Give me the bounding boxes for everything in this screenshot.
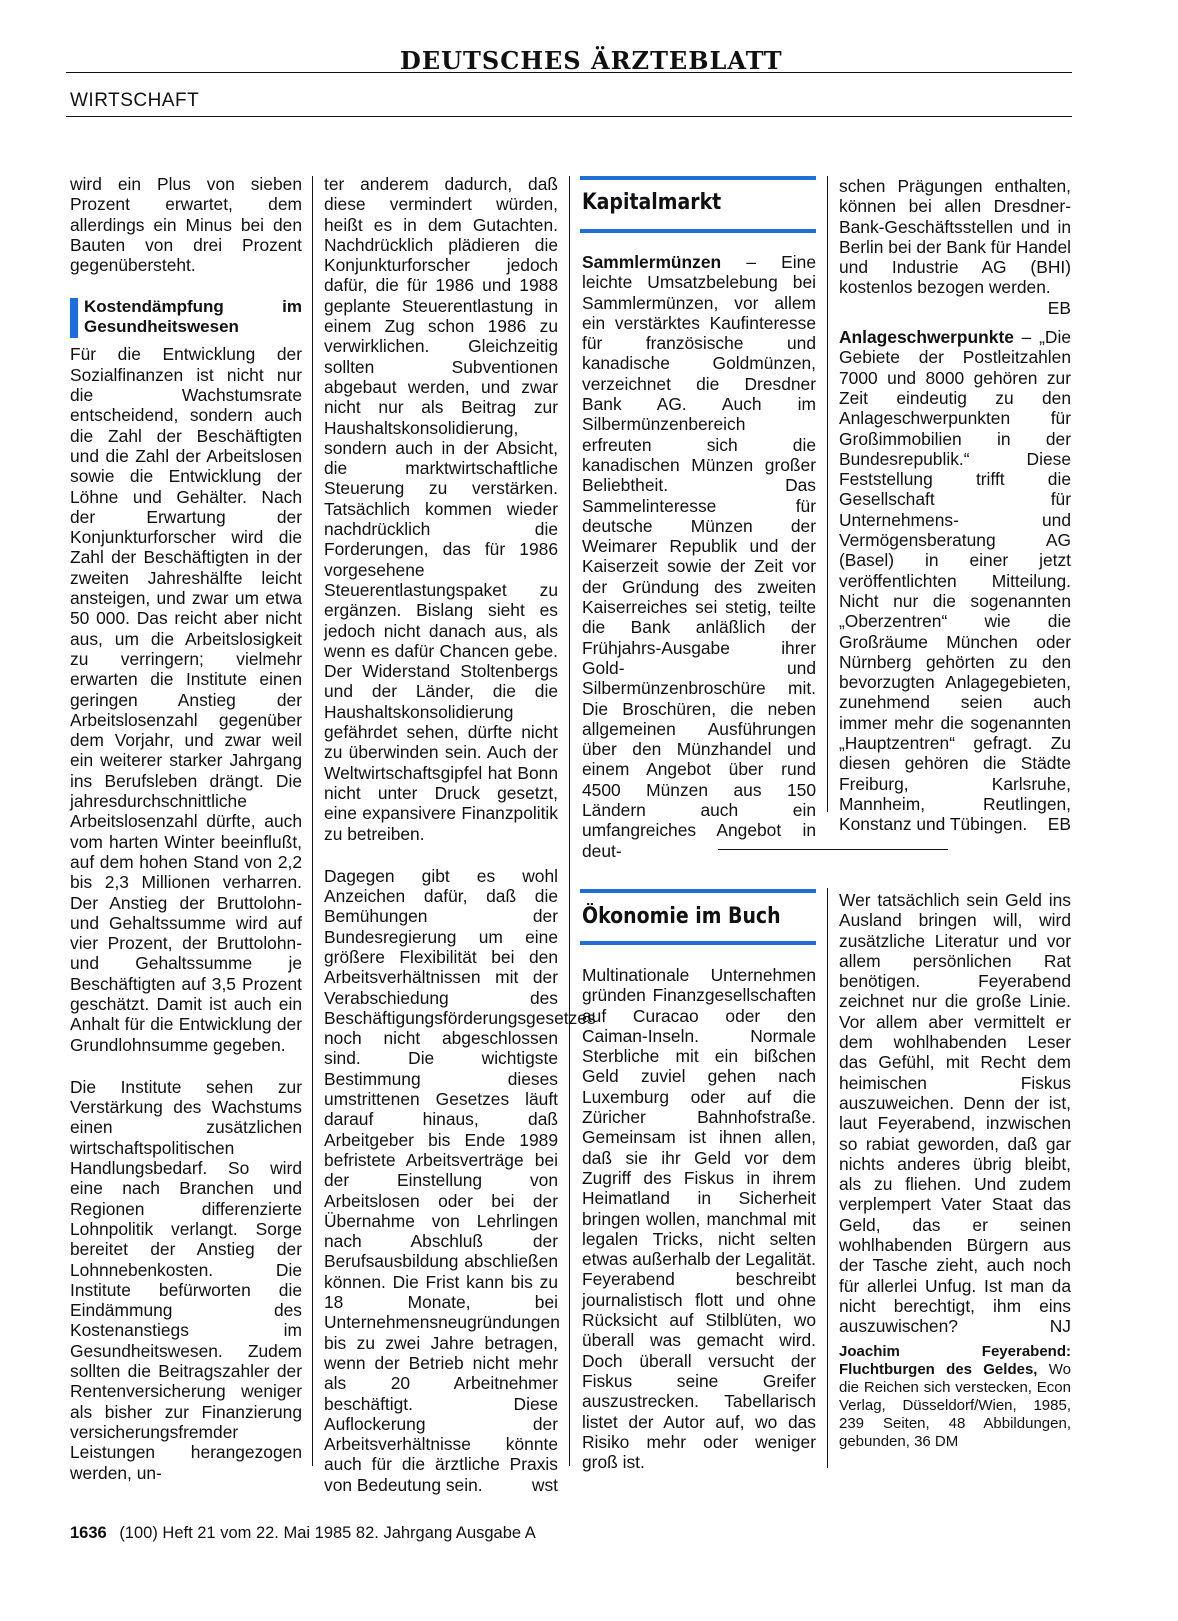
masthead-rule bbox=[66, 72, 1072, 73]
book-details: Wo die Reichen sich verstecken, Econ Verlag, Düsseldorf/Wien, 1985, 239 Seiten, 48 Abbildungen, gebunden, 36 DM bbox=[839, 1360, 1071, 1450]
book-title: Joachim Feyerabend: Fluchtburgen des Geldes, bbox=[839, 1342, 1071, 1378]
oekonomie-paragraph-1: Multinationale Unternehmen gründen Finanzgesellschaften auf Curacao oder den Caiman-Inseln. Normale Sterbliche mit ein bißchen Geld zuviel gehen nach Luxemburg oder auf die Züricher Bahnhofstraße. Gemeinsam ist ihnen allen, daß sie ihr Geld vor dem Zugriff des Fiskus in ihrem Heimatland in Sicherheit bringen wollen, manchmal mit legalen Tricks, nicht selten etwas außerhalb der Legalität. Feyerabend beschreibt journalistisch flott und ohne Rücksicht auf Stilblüten, wo überall was gemacht wird. Doch überall versucht der Fiskus seine Greifer auszustrecken. Tabellarisch listet der Autor auf, wo das Risiko mehr oder weniger groß ist. bbox=[582, 965, 816, 1473]
issue-info: (100) Heft 21 vom 22. Mai 1985 82. Jahrgang Ausgabe A bbox=[119, 1524, 536, 1542]
column-divider-2 bbox=[569, 176, 570, 1466]
section-rule bbox=[66, 116, 1072, 117]
kapitalmarkt-title: Kapitalmarkt bbox=[582, 190, 722, 215]
oekonomie-paragraph-2-text: Wer tatsächlich sein Geld ins Ausland bringen will, wird zusätzliche Literatur und vor allem persönlichen Rat benötigen. Feyerabend zeichnet nur die große Linie. Vor allem aber vermittelt er dem wohlhabenden Leser das Gefühl, mit Recht dem heimischen Fiskus auszuweichen. Denn der ist, laut Feyerabend, inzwischen so rabiat geworden, daß gar nichts anderes übrig bleibt, als zu fliehen. Und zudem verplempert Vater Staat das Geld, das er seinen wohlhabenden Bürgern aus der Tasche zieht, auch noch für allerlei Unfug. Ist man da nicht berechtigt, ihm eins auszuwischen? bbox=[839, 890, 1071, 1337]
page-number: 1636 bbox=[70, 1524, 107, 1542]
kapitalmarkt-bottom-bar bbox=[580, 229, 816, 233]
page-footer bbox=[70, 1524, 536, 1543]
section-label: WIRTSCHAFT bbox=[70, 90, 200, 111]
kapitalmarkt-column-2 bbox=[839, 176, 1071, 835]
masthead: DEUTSCHES ÄRZTEBLATT bbox=[400, 46, 783, 75]
oekonomie-column-2 bbox=[839, 890, 1071, 1451]
kapitalmarkt-signature-1: EB bbox=[1047, 297, 1071, 318]
kapitalmarkt-anlageschwerpunkte bbox=[839, 327, 1071, 834]
oekonomie-column-1 bbox=[582, 965, 816, 1472]
kapitalmarkt-column-1 bbox=[582, 252, 816, 861]
col1-paragraph-3: Die Institute sehen zur Verstärkung des Wachstums einen zusätzlichen wirtschaftspolitischen Handlungsbedarf. So wird eine nach Branchen und Regionen differenzierte Lohnpolitik verlangt. Sorge bereitet der Anstieg der Lohnnebenkosten. Die Institute befürworten die Eindämmung des Kostenanstiegs im Gesundheitswesen. Zudem sollten die Beitragszahler der Rentenversicherung weniger als bisher zur Finanzierung versicherungsfremder Leistungen herangezogen werden, un- bbox=[70, 1076, 302, 1483]
column-divider-1 bbox=[312, 176, 313, 1466]
book-reference bbox=[839, 1343, 1071, 1451]
subheading-kostendaempfung: Kostendämpfung im Gesundheitswesen bbox=[74, 297, 302, 337]
lead-sammlermuenzen: Sammlermünzen bbox=[582, 252, 722, 272]
oekonomie-bottom-bar bbox=[580, 941, 816, 945]
oekonomie-top-bar bbox=[580, 889, 816, 893]
col1-paragraph-2: Für die Entwicklung der Sozialfinanzen ist nicht nur die Wachstumsrate entscheidend, sondern auch die Zahl der Beschäftigten und die Zahl der Arbeitslosen sowie die Entwicklung der Löhne und Gehälter. Nach der Erwartung der Konjunkturforscher wird die Zahl der Beschäftigten in der zweiten Jahreshälfte leicht ansteigen, und zwar um etwa 50 000. Das reicht aber nicht aus, um die Arbeitslosigkeit zu verringern; vielmehr erwarten die Institute einen geringen Anstieg der Arbeitslosenzahl gegenüber dem Vorjahr, und zwar weil ein weiterer starker Jahrgang ins Berufsleben drängt. Die jahresdurchschnittliche Arbeitslosenzahl dürfte, auch vom harten Winter beeinflußt, auf dem hohen Stand von 2,2 bis 2,3 Millionen verharren. Der Anstieg der Bruttolohn- und Gehaltssumme wird auf vier Prozent, der Bruttolohn- und Gehaltssumme je Beschäftigten auf 3,5 Prozent geschätzt. Damit ist auch ein Anhalt für die Entwicklung der Grundlohnsumme gegeben. bbox=[70, 344, 302, 1055]
column-divider-3 bbox=[827, 176, 828, 812]
anlageschwerpunkte-text: – „Die Gebiete der Postleitzahlen 7000 und 8000 gehören zur Zeit eindeutig zu den Anlageschwerpunkten für Großimmobilien in der Bundesrepublik.“ Diese Feststellung trifft die Gesellschaft für Unternehmens- und Vermögensberatung AG (Basel) in einer jetzt veröffentlichten Mitteilung. Nicht nur die sogenannten „Oberzentren“ wie die Großräume München oder Nürnberg gehörten zu den bevorzugten Anlagegebieten, zunehmend seien auch immer mehr die sogenannten „Hauptzentren“ gefragt. Zu diesen gehören die Städte Freiburg, Karlsruhe, Mannheim, Reutlingen, Konstanz und Tübingen. bbox=[839, 327, 1071, 835]
sammlermuenzen-continued-text: schen Prägungen enthalten, können bei allen Dresdner-Bank-Geschäftsstellen und in Berlin bei der Bank für Handel und Industrie AG (BHI) kostenlos bezogen werden. bbox=[839, 176, 1072, 298]
sammlermuenzen-continued bbox=[839, 176, 1072, 318]
kapitalmarkt-signature-2: EB bbox=[1047, 814, 1071, 835]
separator-rule bbox=[718, 849, 948, 850]
sammlermuenzen-text: – Eine leichte Umsatzbelebung bei Sammlermünzen, vor allem ein verstärktes Kaufinteresse für französische und kanadische Goldmünzen, verzeichnet die Dresdner Bank AG. Auch im Silbermünzenbereich erfreuten sich die kanadischen Münzen großer Beliebtheit. Das Sammelinteresse für deutsche Münzen der Weimarer Republik und der Kaiserzeit sowie der Zeit vor der Gründung des zweiten Kaiserreiches sei stetig, teilte die Bank anläßlich der Frühjahrs-Ausgabe ihrer Gold- und Silbermünzenbroschüre mit. Die Broschüren, die neben allgemeinen Ausführungen über den Münzhandel und einem Angebot über rund 4500 Münzen aus 150 Ländern auch ein umfangreiches Angebot in deut- bbox=[582, 252, 816, 861]
oekonomie-signature: NJ bbox=[1049, 1316, 1071, 1337]
oekonomie-title: Ökonomie im Buch bbox=[582, 904, 781, 929]
col2-paragraph-1: ter anderem dadurch, daß diese vermindert würden, heißt es in dem Gutachten. Nachdrücklich plädieren die Konjunkturforscher jedoch dafür, die für 1986 und 1988 geplante Steuerentlastung in einem Zug schon 1986 zu verwirklichen. Gleichzeitig sollten Subventionen abgebaut werden, und zwar nicht nur als Beitrag zur Haushaltskonsolidierung, sondern auch in der Absicht, die marktwirtschaftliche Steuerung zu verstärken. Tatsächlich kommen wieder nachdrücklich die Forderungen, das für 1986 vorgesehene Steuerentlastungspaket zu ergänzen. Bislang sieht es jedoch nicht danach aus, als wenn es dafür Chancen gebe. Der Widerstand Stoltenbergs und der Länder, die die Haushaltskonsolidierung gefährdet sehen, dürfte nicht zu überwinden sein. Auch der Weltwirtschaftsgipfel hat Bonn nicht unter Druck gesetzt, eine expansivere Finanzpolitik zu betreiben. bbox=[324, 174, 558, 844]
col2-signature: wst bbox=[531, 1474, 558, 1495]
col2-paragraph-2-text: Dagegen gibt es wohl Anzeichen dafür, daß die Bemühungen der Bundesregierung um eine größere Flexibilität bei den Arbeitsverhältnissen mit der Verabschiedung des Beschäftigungsförderungsgesetzes noch nicht abgeschlossen sind. Die wichtigste Bestimmung dieses umstrittenen Gesetzes läuft darauf hinaus, daß Arbeitgeber bis Ende 1989 befristete Arbeitsverträge bei der Einstellung von Arbeitslosen oder bei der Übernahme von Lehrlingen nach Abschluß der Berufsausbildung abschließen können. Die Frist kann bis zu 18 Monate, bei Unternehmensneugründungen bis zu zwei Jahre betragen, wenn der Betrieb nicht mehr als 20 Arbeitnehmer beschäftigt. Diese Auflockerung der Arbeitsverhältnisse könnte auch für die ärztliche Praxis von Bedeutung sein. bbox=[324, 865, 596, 1495]
kapitalmarkt-sammlermuenzen bbox=[582, 252, 816, 861]
col1-paragraph-1: wird ein Plus von sieben Prozent erwartet, dem allerdings ein Minus bei den Bauten von drei Prozent gegenübersteht. bbox=[70, 174, 302, 276]
column-divider-4 bbox=[827, 888, 828, 1468]
col2-paragraph-2 bbox=[324, 865, 596, 1495]
column-2 bbox=[324, 174, 596, 1495]
column-1 bbox=[70, 174, 302, 1483]
oekonomie-paragraph-2 bbox=[839, 890, 1071, 1337]
lead-anlageschwerpunkte: Anlageschwerpunkte bbox=[839, 327, 1014, 348]
kapitalmarkt-top-bar bbox=[580, 176, 816, 180]
